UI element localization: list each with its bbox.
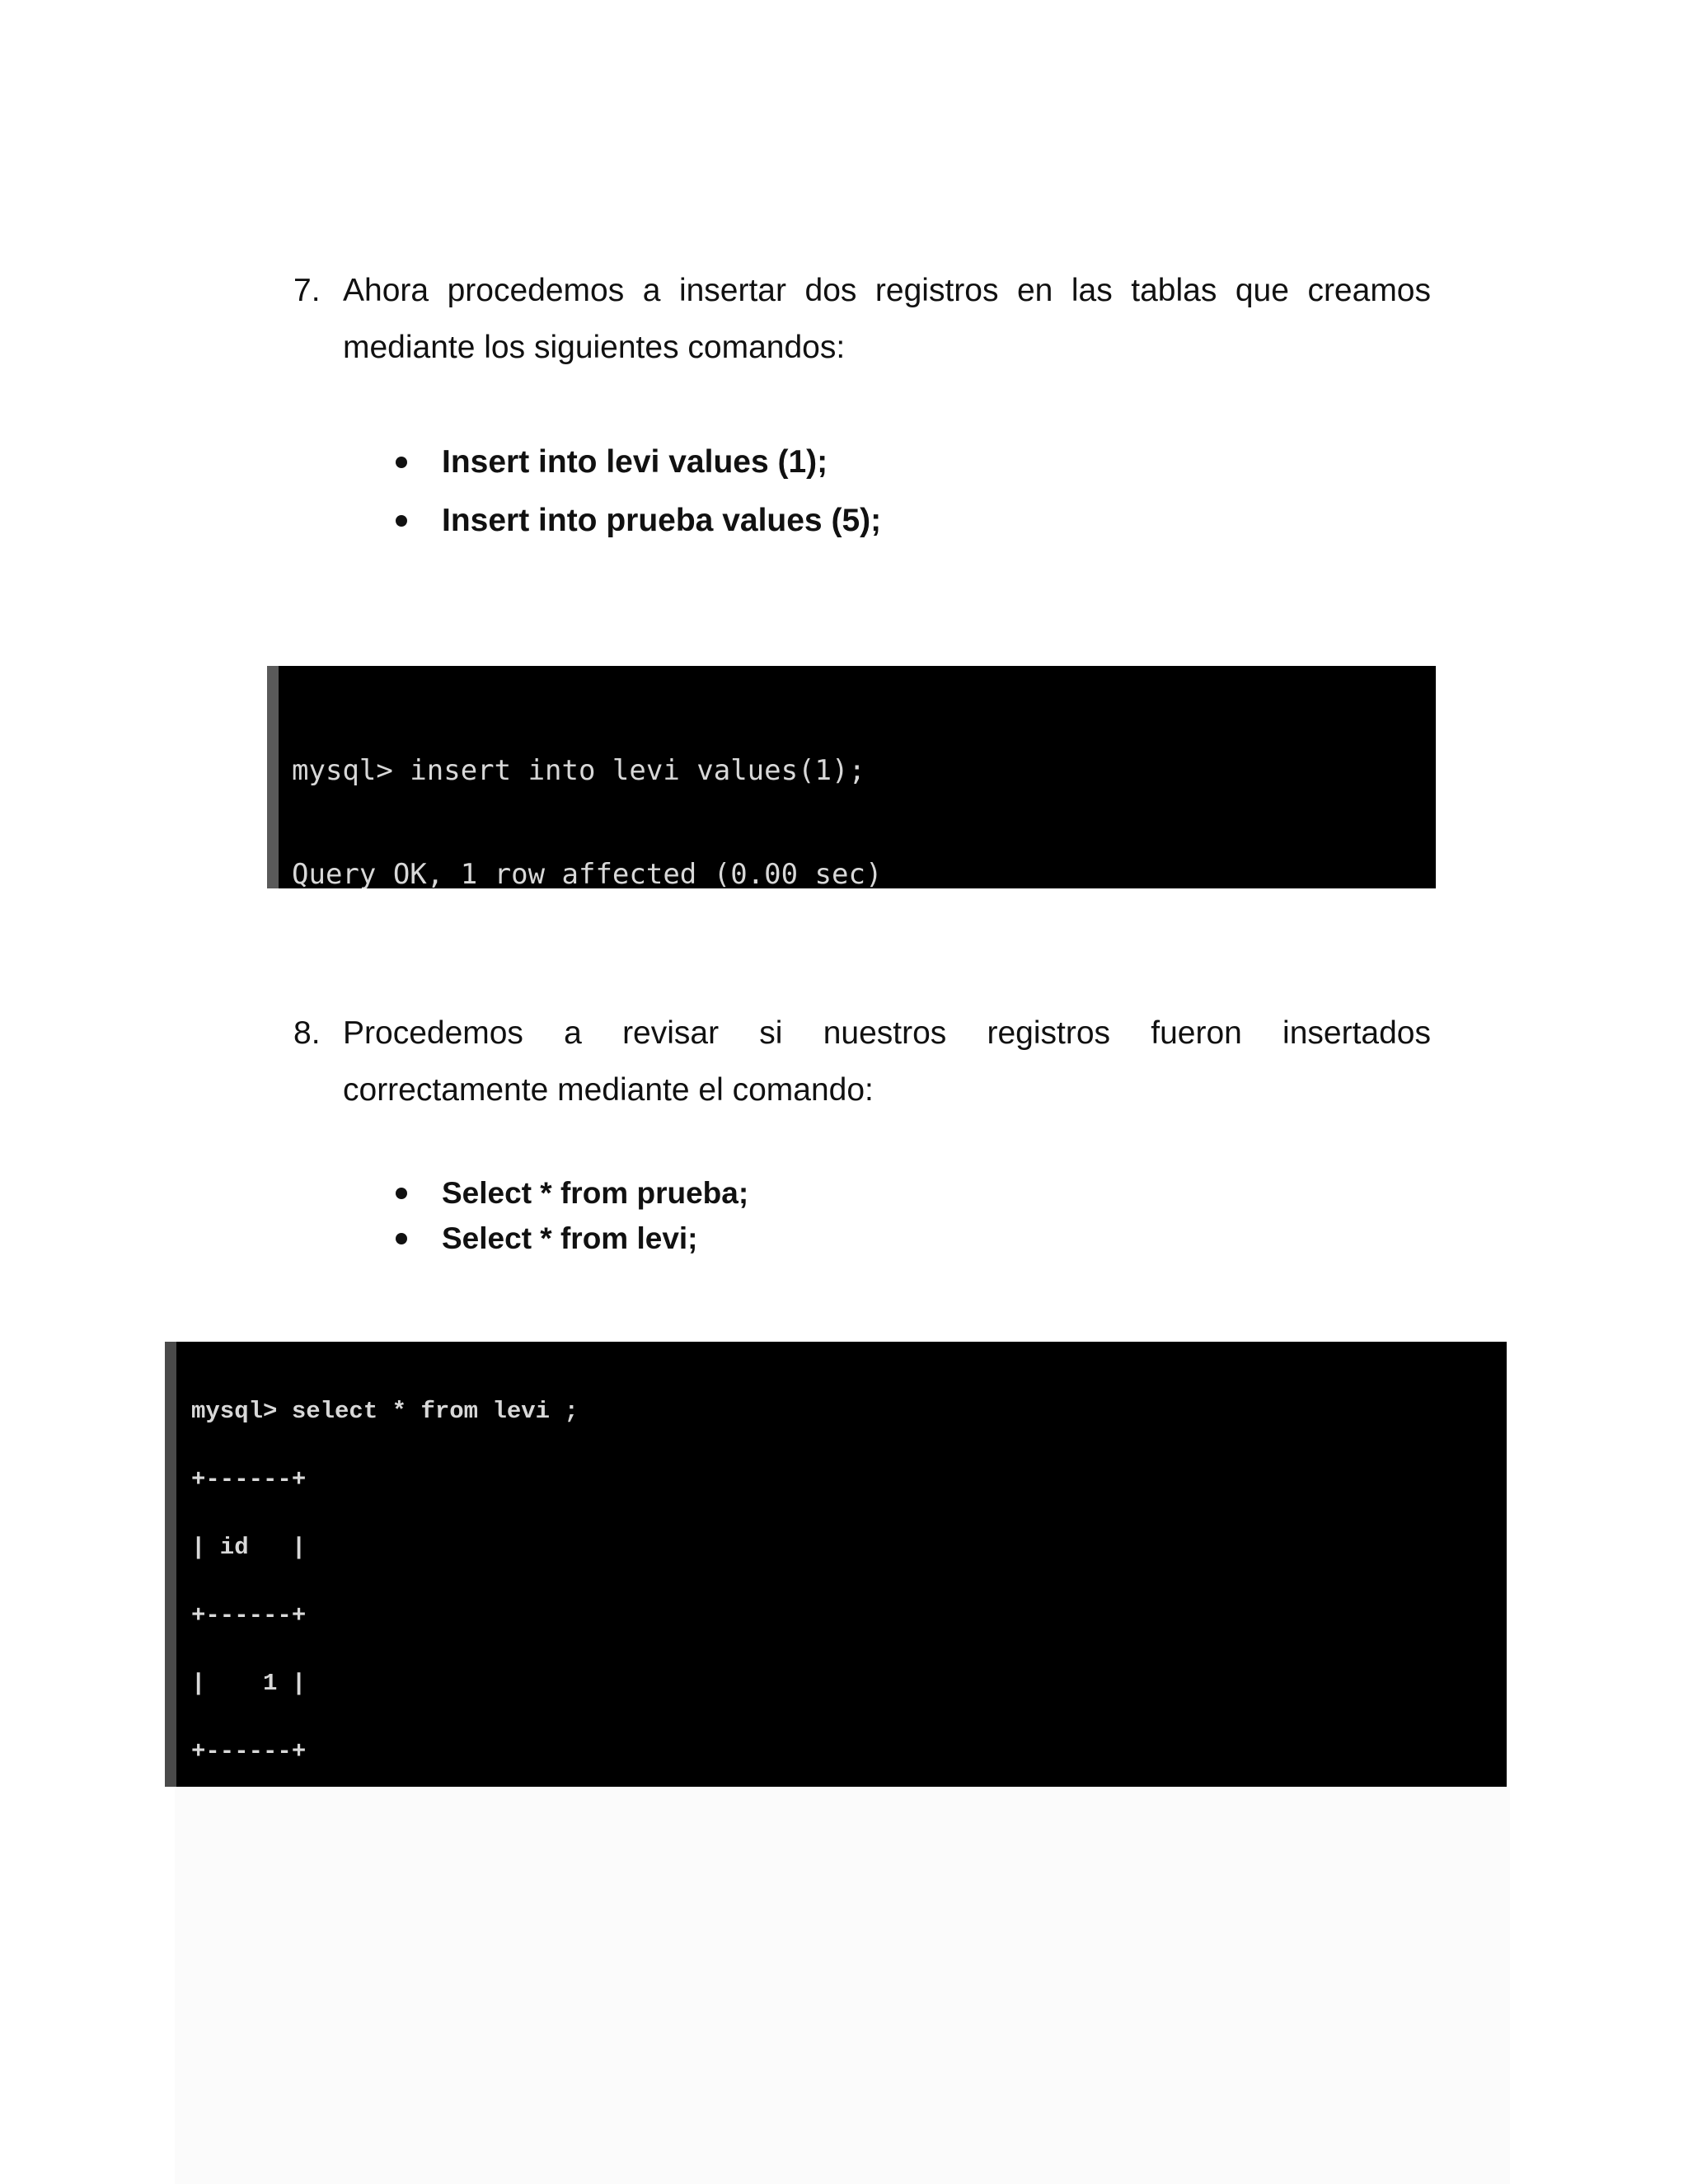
step-7-paragraph bbox=[293, 262, 1431, 376]
command-select-prueba: Select * from prueba; bbox=[442, 1176, 749, 1210]
command-insert-levi: Insert into levi values (1); bbox=[442, 444, 828, 480]
terminal-line: +------+ bbox=[191, 1601, 307, 1629]
step-8-text-line-1: Procedemos a revisar si nuestros registros fueron insertados bbox=[343, 1015, 1431, 1051]
step-8-command-list bbox=[387, 1170, 748, 1261]
list-item bbox=[387, 433, 881, 491]
list-item bbox=[387, 1216, 748, 1261]
command-insert-prueba: Insert into prueba values (5); bbox=[442, 503, 882, 538]
terminal-line: | id | bbox=[191, 1534, 307, 1561]
command-select-levi: Select * from levi; bbox=[442, 1221, 698, 1255]
bullet-icon bbox=[396, 1188, 407, 1199]
list-item bbox=[387, 491, 881, 550]
list-item bbox=[387, 1170, 748, 1216]
step-8-number: 8. bbox=[293, 1015, 321, 1051]
step-7-command-list bbox=[387, 433, 881, 550]
step-7-text: Ahora procedemos a insertar dos registros en las tablas que creamos mediante los siguientes comandos: bbox=[343, 273, 1431, 365]
step-8-paragraph bbox=[293, 1005, 1431, 1118]
terminal-line: +------+ bbox=[191, 1737, 307, 1765]
terminal-screenshot-insert bbox=[267, 666, 1436, 888]
bullet-icon bbox=[396, 515, 407, 527]
terminal-line: Query OK, 1 row affected (0.00 sec) bbox=[292, 858, 883, 888]
terminal-line: +------+ bbox=[191, 1465, 307, 1493]
bullet-icon bbox=[396, 457, 407, 468]
step-8-text bbox=[343, 1005, 1431, 1118]
step-8-text-line-2: correctamente mediante el comando: bbox=[343, 1072, 874, 1108]
page-background-shade bbox=[175, 1787, 1510, 2184]
terminal-screenshot-select bbox=[165, 1342, 1507, 1787]
terminal-line: | 1 | bbox=[191, 1670, 307, 1697]
terminal-line: mysql> select * from levi ; bbox=[191, 1398, 579, 1425]
terminal-line: mysql> insert into levi values(1); bbox=[292, 754, 865, 787]
bullet-icon bbox=[396, 1233, 407, 1244]
step-7-number: 7. bbox=[293, 273, 321, 308]
